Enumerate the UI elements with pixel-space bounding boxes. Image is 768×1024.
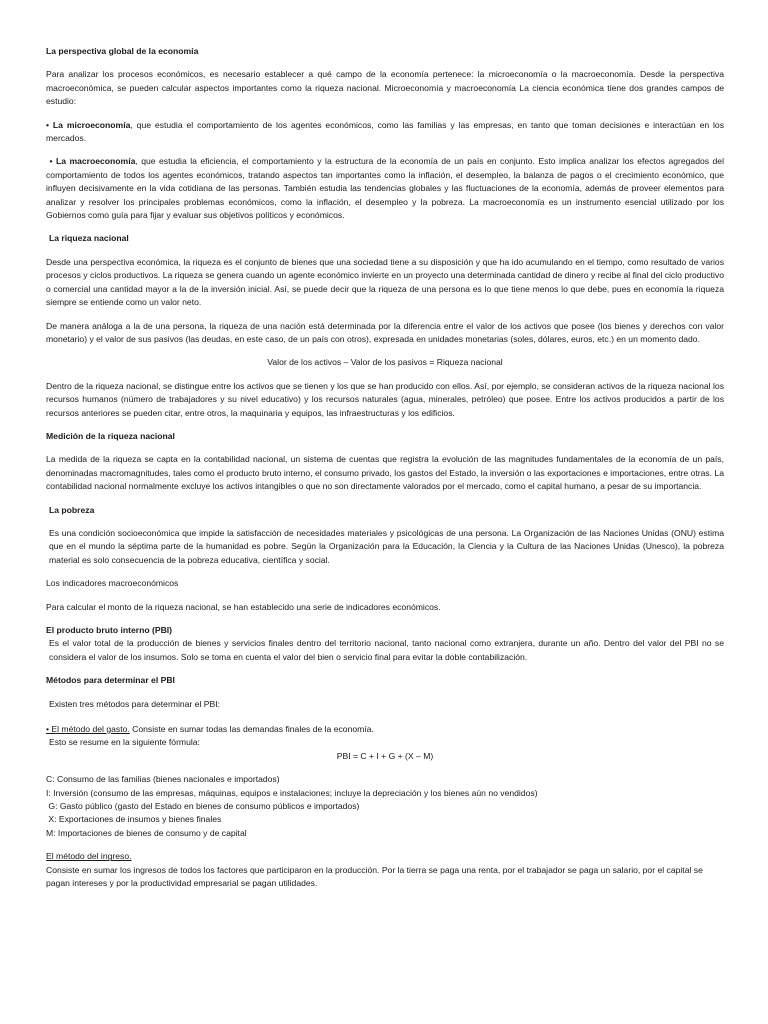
indicadores-heading: Los indicadores macroeconómicos [46, 578, 179, 589]
doc-title: La perspectiva global de la economía [46, 46, 199, 56]
pobreza-heading: La pobreza [49, 504, 95, 515]
var-i: I: Inversión (consumo de las empresas, máquinas, equipos e instalaciones; incluye la depreciación y los bienes aún no vendidos) [46, 787, 538, 798]
gasto-label: • El método del gasto. [46, 724, 130, 735]
ingreso-text: Consiste en sumar los ingresos de todos los factores que participaron en la producción. Por la tierra se paga una renta, por el trabajador se paga un salario, por el capital se pagan intereses y por la productividad empresarial se pagan utilidades. [46, 864, 703, 889]
medicion-p1: La medida de la riqueza se capta en la contabilidad nacional, un sistema de cuentas que registra la evolución de las magnitudes fundamentales de la economía de un país, denominadas macromagnitudes, tales como el producto bruto interno, el consumo privado, los gastos del Estado, la inversión o las exportaciones e importaciones, entre otras. La contabilidad nacional normalmente excluye los activos intangibles o que no son directamente valorados por el mercado, como el capital humano, a pesar de su importancia. [46, 454, 724, 492]
pbi-heading: El producto bruto interno (PBI) [46, 625, 173, 635]
bullet-mark: • [49, 156, 53, 167]
ingreso-label: El método del ingreso. [46, 851, 132, 862]
var-m: M: Importaciones de bienes de consumo y de capital [46, 827, 247, 838]
medicion-heading: Medición de la riqueza nacional [46, 430, 175, 441]
pobreza-p1: Es una condición socioeconómica que impide la satisfacción de necesidades materiales y psicológicas de una persona. La Organización de las Naciones Unidas (ONU) estima que en el mundo la séptima parte de la humanidad es pobre. Según la Organización para la Educación, la Ciencia y la Cultura de las Naciones Unidas (Unesco), la pobreza material es solo consecuencia de la pobreza educativa, científica y social. [49, 527, 724, 565]
bullet-mark: • [46, 119, 50, 130]
indicadores-p1: Para calcular el monto de la riqueza nacional, se han establecido una serie de indicadores económicos. [46, 601, 441, 612]
riqueza-formula: Valor de los activos – Valor de los pasivos = Riqueza nacional [267, 357, 503, 368]
micro-bullet [46, 119, 724, 146]
var-g: G: Gasto público (gasto del Estado en bienes de consumo públicos e importados) [46, 801, 360, 812]
micro-term: La microeconomía [52, 119, 131, 130]
gasto-text: Consiste en sumar todas las demandas finales de la economía. [129, 724, 374, 735]
riqueza-heading: La riqueza nacional [49, 233, 129, 244]
riqueza-p1: Desde una perspectiva económica, la riqueza es el conjunto de bienes que una sociedad tiene a su disposición y que ha ido acumulando en el tiempo, como resultado de varios procesos y ciclos productivos. La riqueza se genera cuando un agente económico invierte en un proyecto una determinada cantidad de dinero y recibe al final del ciclo productivo o comercial una cantidad mayor a la de la inversión inicial. Así, se puede decir que la riqueza de una persona es lo que tiene menos lo que debe, pues en economía la riqueza siempre se entiende como un valor neto. [46, 256, 724, 308]
riqueza-p2: De manera análoga a la de una persona, la riqueza de una nación está determinada por la diferencia entre el valor de los activos que posee (los bienes y derechos con valor monetario) y el valor de sus pasivos (las deudas, en este caso, de un país con otros), expresada en unidades monetarias (soles, dólares, euros, etc.) en un momento dado. [46, 320, 724, 344]
var-c: C: Consumo de las familias (bienes nacionales e importados) [46, 774, 280, 785]
macro-text: , que estudia la eficiencia, el comportamiento y la estructura de la economía de un país en conjunto. Esto implica analizar los efectos agregados del comportamiento de todos los agentes económicos, tratando aspectos tan importantes como la inflación, el desempleo, la balanza de pagos o el crecimiento económico, que influyen decisivamente en la vida cotidiana de las personas. También estudia las tendencias globales y las fluctuaciones de la economía, además de proveer elementos para analizar y resolver los principales problemas económicos, como la inflación, el desempleo y la pobreza. La macroeconomía es un instrumento esencial utilizado por los Gobiernos como guía para fijar y evaluar sus objetivos políticos y económicos. [46, 156, 724, 221]
micro-text: , que estudia el comportamiento de los agentes económicos, como las familias y las empresas, en tanto que toman decisiones e interactúan en los mercados. [46, 119, 725, 144]
gasto-method [46, 723, 724, 763]
pbi-p1: Es el valor total de la producción de bienes y servicios finales dentro del territorio nacional, tanto nacional como extranjera, durante un año. Dentro del valor del PBI no se considera el valor de los insumos. Solo se toma en cuenta el valor del bien o servicio final para evitar la doble contabilización. [49, 638, 724, 662]
ingreso-method [46, 850, 724, 890]
intro-paragraph: Para analizar los procesos económicos, es necesario establecer a qué campo de la economía pertenece: la microeconomía o la macroeconomía. Desde la perspectiva macroeconómica, se pueden calcular aspectos importantes como la riqueza nacional. Microeconomía y macroeconomía La ciencia económica tiene dos grandes campos de estudio: [46, 69, 724, 107]
macro-bullet [46, 155, 724, 222]
gasto-formula: PBI = C + I + G + (X – M) [336, 750, 434, 761]
metodos-heading: Métodos para determinar el PBI [46, 675, 175, 686]
metodos-intro: Existen tres métodos para determinar el PBI: [49, 698, 220, 709]
gasto-formula-intro: Esto se resume en la siguiente fórmula: [49, 737, 200, 748]
var-x: X: Exportaciones de insumos y bienes finales [46, 814, 222, 825]
riqueza-p3: Dentro de la riqueza nacional, se distingue entre los activos que se tienen y los que se han producido con ellos. Así, por ejemplo, se consideran activos de la riqueza nacional los recursos humanos (número de trabajadores y su nivel educativo) y los recursos naturales (agua, minerales, petróleo) que posee. Entre los activos producidos a partir de los recursos anteriores se pueden citar, entre otros, la maquinaria y equipos, las infraestructuras y los edificios. [46, 380, 724, 418]
pbi-variables [46, 773, 724, 840]
macro-term: La macroeconomía [55, 156, 136, 167]
